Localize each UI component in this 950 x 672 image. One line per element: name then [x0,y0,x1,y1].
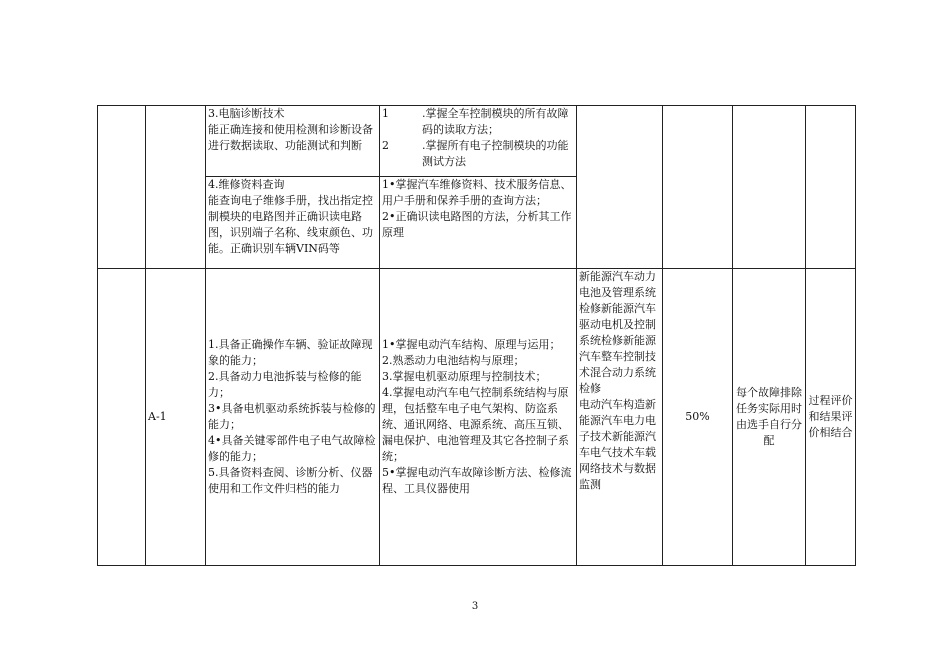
ratio-cell: 50% [663,269,733,566]
table-row [98,269,856,566]
course-list: 新能源汽车动力电池及管理系统检修新能源汽车驱动电机及控制系统检修新能源汽车整车控制技术混合动力系统检修 [579,270,656,395]
skill-cell [206,269,380,566]
knowledge-item: 4.掌握电动汽车电气控制系统结构与原理，包括整车电子电气架构、防盗系统、通讯网络、电源系统、高压互锁、漏电保护、电池管理及其它各控制子系统； [382,386,569,463]
knowledge-item [382,138,574,170]
knowledge-item: 5•掌握电动汽车故障诊断方法、检修流程、工具仪器使用 [382,466,572,495]
knowledge-cell [380,269,577,566]
skill-cell [206,106,380,177]
assignment-cell: 每个故障排除任务实际用时由选手自行分配 [733,269,806,566]
ratio-cell [663,106,733,269]
knowledge-item [382,106,574,138]
table-row [98,106,856,177]
item-number: 2 [382,139,389,152]
evaluation-cell [806,106,856,269]
skill-description: 能正确连接和使用检测和诊断设备进行数据读取、功能测试和判断 [208,123,373,152]
item-number: 1 [382,107,389,120]
skill-cell [206,177,380,269]
skill-item: 3•具备电机驱动系统拆装与检修的能力； [208,402,376,431]
competency-table [97,105,856,566]
skill-description: 能查询电子维修手册，找出指定控制模块的电路图并正确识读电路图，识别端子名称、线束颜色、功能。正确识别车辆VIN码等 [208,194,373,255]
page-number: 3 [471,601,479,612]
module-code-cell: A-1 [146,269,206,566]
skill-title: 4.维修资料查询 [208,178,285,191]
skill-item: 1.具备正确操作车辆、验证故障现象的能力； [208,338,373,367]
course-list: 电动汽车构造新能源汽车电力电子技术新能源汽车电气技术车载网络技术与数据监测 [579,398,656,491]
blank-cell [98,269,146,566]
knowledge-item: 1•掌握电动汽车结构、原理与运用； [382,338,561,351]
knowledge-cell [380,106,577,177]
module-code-cell [146,106,206,269]
knowledge-item: 3.掌握电机驱动原理与控制技术； [382,370,547,383]
skill-title: 3.电脑诊断技术 [208,107,285,120]
knowledge-item: 1•掌握汽车维修资料、技术服务信息、用户手册和保养手册的查询方法； [382,178,572,207]
skill-item: 5.具备资料查阅、诊断分析、仪器使用和工作文件归档的能力 [208,466,373,495]
knowledge-item: 2•正确识读电路图的方法，分析其工作原理 [382,210,572,239]
knowledge-cell [380,177,577,269]
item-text: .掌握全车控制模块的所有故障码的读取方法； [422,107,569,136]
evaluation-cell: 过程评价和结果评价相结合 [806,269,856,566]
course-cell [577,269,663,566]
knowledge-item: 2.熟悉动力电池结构与原理； [382,354,525,367]
skill-item: 2.具备动力电池拆装与检修的能力； [208,370,362,399]
skill-item: 4•具备关键零部件电子电气故障检修的能力； [208,434,376,463]
course-cell [577,106,663,269]
item-text: .掌握所有电子控制模块的功能测试方法 [422,139,569,168]
assignment-cell [733,106,806,269]
blank-cell [98,106,146,269]
